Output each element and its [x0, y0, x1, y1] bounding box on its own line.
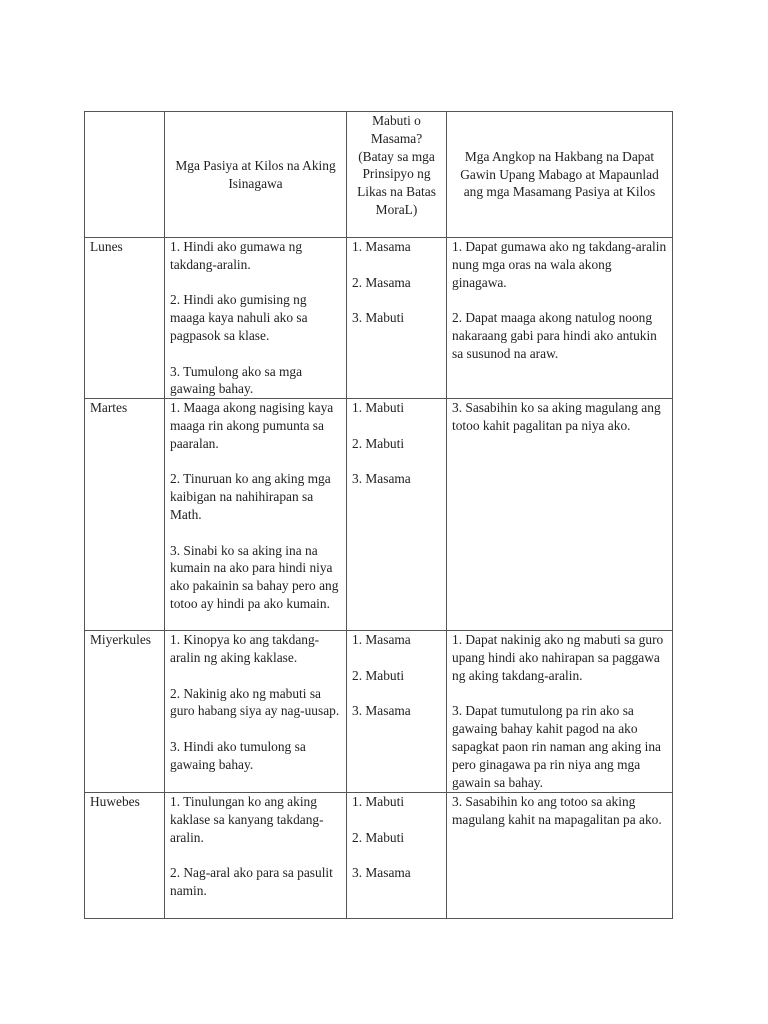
- evaluation-item: 2. Mabuti: [352, 667, 405, 683]
- header-day: [85, 112, 165, 238]
- action-item: 2. Hindi ako gumising ng maaga kaya nahuli ako sa pagpasok sa klase.: [170, 292, 308, 343]
- evaluation-item: 1. Masama: [352, 239, 411, 254]
- header-evaluation: Mabuti o Masama? (Batay sa mga Prinsipyo ng Likas na Batas MoraL): [347, 112, 447, 238]
- step-item: 1. Dapat gumawa ako ng takdang-aralin nung mga oras na wala akong ginagawa.: [452, 239, 667, 290]
- table-row: [85, 793, 673, 919]
- steps-cell: [447, 631, 673, 793]
- step-item: 3. Sasabihin ko ang totoo sa aking magulang kahit na mapagalitan pa ako.: [452, 794, 662, 827]
- action-item: 3. Tumulong ako sa mga gawaing bahay.: [170, 363, 303, 397]
- step-item: 3. Sasabihin ko sa aking magulang ang totoo kahit pagalitan pa niya ako.: [452, 400, 661, 433]
- actions-cell: [165, 238, 347, 399]
- step-item: 3. Dapat tumutulong pa rin ako sa gawaing bahay kahit pagod na ako sapagkat paon rin naman ang aking ina pero ginagawa pa rin niya ang mga gawain sa bahay.: [452, 703, 661, 790]
- action-item: 2. Nakinig ako ng mabuti sa guro habang siya ay nag-uusap.: [170, 685, 340, 719]
- action-item: 1. Hindi ako gumawa ng takdang-aralin.: [170, 239, 303, 272]
- header-actions: Mga Pasiya at Kilos na Aking Isinagawa: [165, 112, 347, 238]
- actions-cell: [165, 631, 347, 793]
- action-item: 2. Tinuruan ko ang aking mga kaibigan na nahihirapan sa Math.: [170, 471, 331, 522]
- day-cell: Martes: [85, 399, 165, 631]
- evaluation-item: 3. Masama: [352, 703, 411, 719]
- evaluation-item: 2. Masama: [352, 274, 411, 290]
- evaluation-item: 2. Mabuti: [352, 829, 405, 845]
- evaluation-cell: [347, 631, 447, 793]
- evaluation-item: 3. Masama: [352, 471, 411, 487]
- header-steps: Mga Angkop na Hakbang na Dapat Gawin Upang Mabago at Mapaunlad ang mga Masamang Pasiya at Kilos: [447, 112, 673, 238]
- steps-cell: [447, 793, 673, 919]
- table-row: [85, 399, 673, 631]
- action-item: 1. Maaga akong nagising kaya maaga rin akong pumunta sa paaralan.: [170, 400, 334, 451]
- step-item: 2. Dapat maaga akong natulog noong nakaraang gabi para hindi ako antukin sa susunod na araw.: [452, 310, 657, 361]
- evaluation-cell: [347, 793, 447, 919]
- evaluation-item: 3. Mabuti: [352, 310, 405, 326]
- evaluation-item: 3. Masama: [352, 865, 411, 881]
- actions-cell: [165, 793, 347, 919]
- steps-cell: [447, 399, 673, 631]
- action-item: 2. Nag-aral ako para sa pasulit namin.: [170, 865, 333, 899]
- table-row: [85, 238, 673, 399]
- steps-cell: [447, 238, 673, 399]
- action-item: 1. Tinulungan ko ang aking kaklase sa kanyang takdang-aralin.: [170, 794, 324, 845]
- evaluation-item: 2. Mabuti: [352, 435, 405, 451]
- action-item: 3. Sinabi ko sa aking ina na kumain na ako para hindi niya ako pakainin sa bahay pero ang totoo ay hindi pa ako kumain.: [170, 542, 339, 611]
- evaluation-cell: [347, 399, 447, 631]
- evaluation-item: 1. Mabuti: [352, 400, 405, 416]
- day-cell: Huwebes: [85, 793, 165, 919]
- step-item: 1. Dapat nakinig ako ng mabuti sa guro upang hindi ako nahirapan sa paggawa ng aking takdang-aralin.: [452, 632, 664, 683]
- moral-decisions-table: [84, 111, 673, 919]
- day-cell: Miyerkules: [85, 631, 165, 793]
- actions-cell: [165, 399, 347, 631]
- table-row: [85, 631, 673, 793]
- evaluation-item: 1. Mabuti: [352, 794, 405, 810]
- table-header-row: [85, 112, 673, 238]
- evaluation-item: 1. Masama: [352, 632, 411, 648]
- action-item: 3. Hindi ako tumulong sa gawaing bahay.: [170, 738, 306, 772]
- day-cell: Lunes: [85, 238, 165, 399]
- action-item: 1. Kinopya ko ang takdang-aralin ng aking kaklase.: [170, 632, 320, 665]
- evaluation-cell: [347, 238, 447, 399]
